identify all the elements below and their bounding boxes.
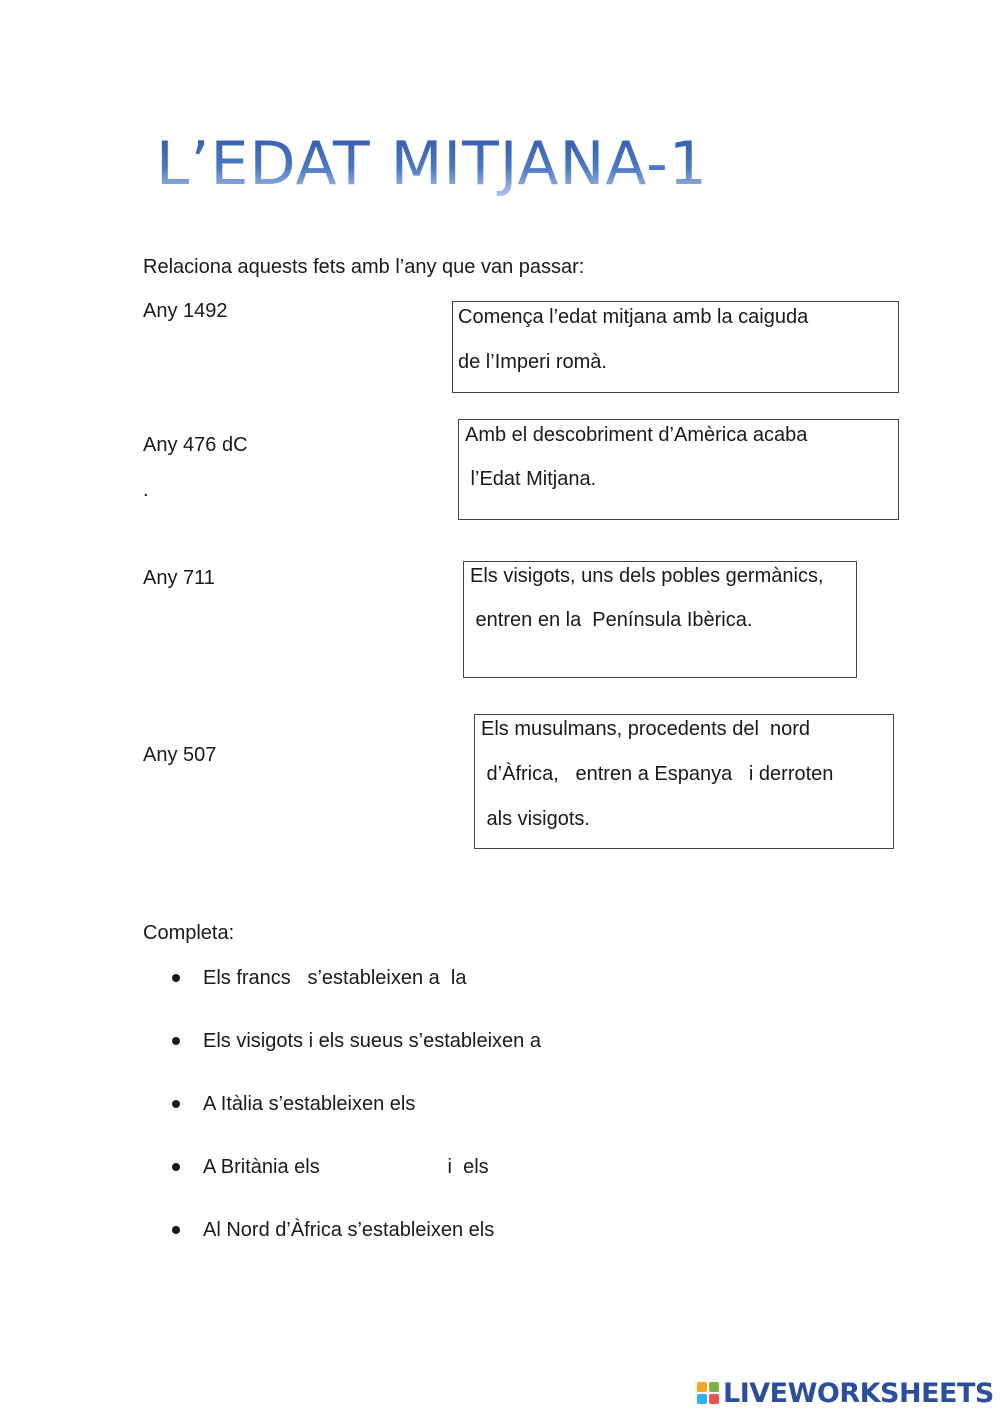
year-label: Any 507 [143, 744, 217, 766]
liveworksheets-icon [697, 1382, 719, 1404]
year-label: Any 711 [143, 567, 215, 589]
bullet-dot [172, 1163, 180, 1171]
instruction-text: Relaciona aquests fets amb l’any que van passar: [143, 256, 585, 278]
bullet-dot [172, 1100, 180, 1108]
complete-heading: Completa: [143, 922, 235, 944]
event-text: entren en la Península Ibèrica. [470, 609, 753, 631]
liveworksheets-logo[interactable] [697, 1377, 994, 1409]
event-box[interactable] [452, 301, 899, 393]
event-text: l’Edat Mitjana. [465, 468, 597, 490]
event-text: de l’Imperi romà. [458, 351, 607, 373]
logo-square [697, 1382, 707, 1392]
logo-square [709, 1382, 719, 1392]
bullet-dot [172, 1226, 180, 1234]
logo-text: LIVEWORKSHEETS [723, 1377, 994, 1409]
event-box[interactable] [458, 419, 899, 520]
logo-square [697, 1394, 707, 1404]
year-label-dot: . [143, 479, 149, 501]
bullet-dot [172, 974, 180, 982]
logo-square [709, 1394, 719, 1404]
year-label: Any 1492 [143, 300, 228, 322]
event-box[interactable] [463, 561, 857, 678]
event-text: d’Àfrica, entren a Espanya i derroten [481, 763, 834, 785]
event-text: Amb el descobriment d’Amèrica acaba [465, 424, 808, 446]
worksheet-title: L’EDAT MITJANA-1 [156, 126, 708, 202]
event-text: Els musulmans, procedents del nord [481, 718, 811, 740]
complete-item: Els visigots i els sueus s’estableixen a [203, 1030, 541, 1052]
event-text: Els visigots, uns dels pobles germànics, [470, 565, 824, 587]
event-box[interactable] [474, 714, 894, 849]
event-text: Comença l’edat mitjana amb la caiguda [458, 306, 809, 328]
event-text: als visigots. [481, 808, 590, 830]
complete-item: Els francs s’estableixen a la [203, 967, 467, 989]
complete-item: A Itàlia s’estableixen els [203, 1093, 416, 1115]
bullet-dot [172, 1037, 180, 1045]
year-label: Any 476 dC [143, 434, 248, 456]
complete-item: A Britània els i els [203, 1156, 489, 1178]
complete-item: Al Nord d’Àfrica s’estableixen els [203, 1219, 495, 1241]
